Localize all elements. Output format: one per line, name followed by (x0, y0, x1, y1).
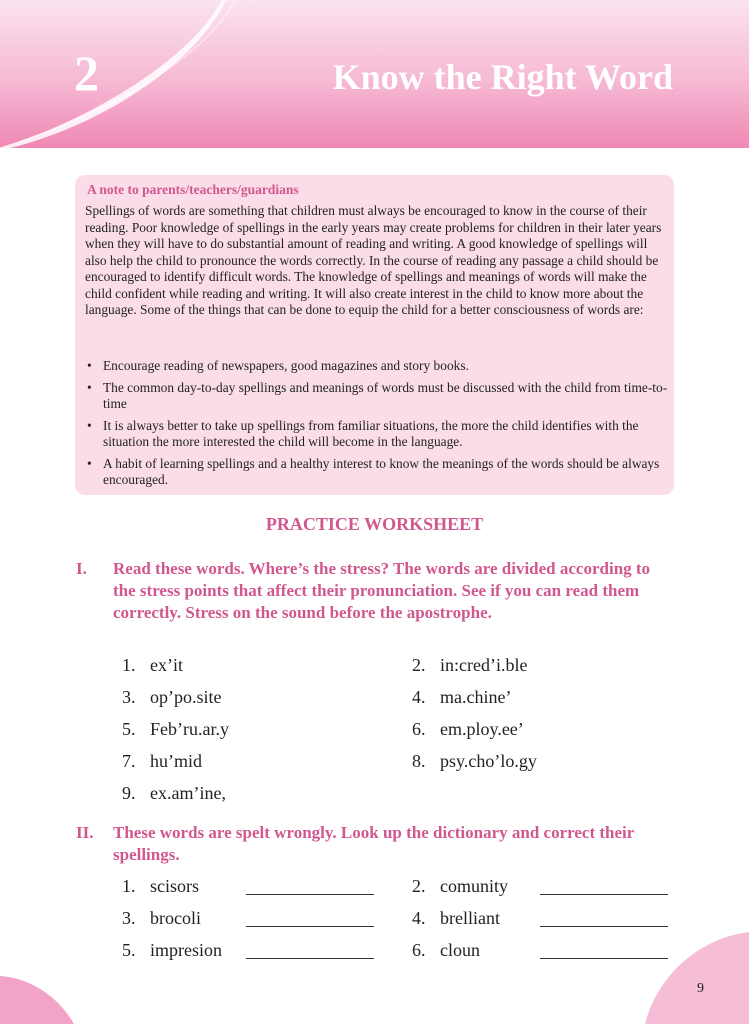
misspelt-word-item: 3. brocoli (122, 908, 201, 928)
note-heading: A note to parents/teachers/guardians (87, 182, 299, 197)
answer-blank[interactable] (246, 894, 374, 895)
section1-instruction: Read these words. Where’s the stress? The words are divided according to the stress points that affect their pronunciation. See if you can read them correctly. Stress on the sound before the apostrophe. (113, 559, 651, 622)
word-item: 9. ex.am’ine, (122, 783, 226, 803)
worksheet-title: PRACTICE WORKSHEET (265, 514, 484, 534)
answer-blank[interactable] (540, 926, 668, 927)
word-item: 2. in:cred’i.ble (412, 655, 528, 675)
misspelt-word-item: 4. brelliant (412, 908, 500, 928)
note-bullet-text: The common day-to-day spellings and meanings of words must be discussed with the child from time-to-time (103, 379, 668, 411)
misspelt-word-item: 1. scisors (122, 876, 199, 896)
note-bullet: • It is always better to take up spellings from familiar situations, the more the child identifies with the situation the more interested the child will become in the language. (87, 417, 639, 449)
word-item: 5. Feb’ru.ar.y (122, 719, 229, 739)
answer-blank[interactable] (246, 958, 374, 959)
bottom-left-corner-decoration (0, 964, 80, 1024)
word-item: 8. psy.cho’lo.gy (412, 751, 537, 771)
note-bullet-text: A habit of learning spellings and a healthy interest to know the meanings of the words should be always encouraged. (103, 455, 660, 487)
note-body: Spellings of words are something that children must always be encouraged to know in the course of their reading. Poor knowledge of spellings in the early years may create problems for children in their later years when they will have to do substantial amount of reading and writing. A good knowledge of spellings will also help the child to pronounce the words correctly. In the course of reading any passage a child should be encouraged to identify difficult words. The knowledge of spellings and meanings of words will make the child confident while reading and writing. It will also create interest in the child to know more about the language. Some of the things that can be done to equip the child for a better consciousness of words are: (85, 203, 662, 317)
word-item: 4. ma.chine’ (412, 687, 512, 707)
answer-blank[interactable] (540, 894, 668, 895)
section2-instruction: These words are spelt wrongly. Look up the dictionary and correct their spellings. (113, 823, 635, 864)
word-item: 6. em.ploy.ee’ (412, 719, 524, 739)
chapter-header (0, 0, 749, 148)
misspelt-word-item: 2. comunity (412, 876, 508, 896)
note-bullet: • Encourage reading of newspapers, good magazines and story books. (87, 358, 469, 373)
word-item: 7. hu’mid (122, 751, 202, 771)
page-number: 9 (697, 981, 704, 996)
word-item: 3. op’po.site (122, 687, 222, 707)
chapter-number: 2 (74, 45, 99, 101)
word-item: 1. ex’it (122, 655, 183, 675)
chapter-title: Know the Right Word (332, 57, 673, 97)
note-bullet: • The common day-to-day spellings and meanings of words must be discussed with the child from time-to-time (87, 379, 668, 411)
section2-number: II. (76, 823, 94, 842)
misspelt-word-item: 5. impresion (122, 940, 222, 960)
note-bullet-text: It is always better to take up spellings from familiar situations, the more the child identifies with the situation the more interested the child will become in the language. (103, 417, 639, 449)
parent-note-box (75, 175, 674, 495)
misspelt-word-item: 6. cloun (412, 940, 480, 960)
note-bullet-text: Encourage reading of newspapers, good magazines and story books. (103, 358, 469, 373)
note-bullet-list (85, 358, 670, 494)
answer-blank[interactable] (246, 926, 374, 927)
bottom-right-corner-decoration (639, 932, 749, 1024)
section1-number: I. (76, 559, 87, 578)
note-bullet: • A habit of learning spellings and a healthy interest to know the meanings of the words should be always encouraged. (87, 455, 660, 487)
